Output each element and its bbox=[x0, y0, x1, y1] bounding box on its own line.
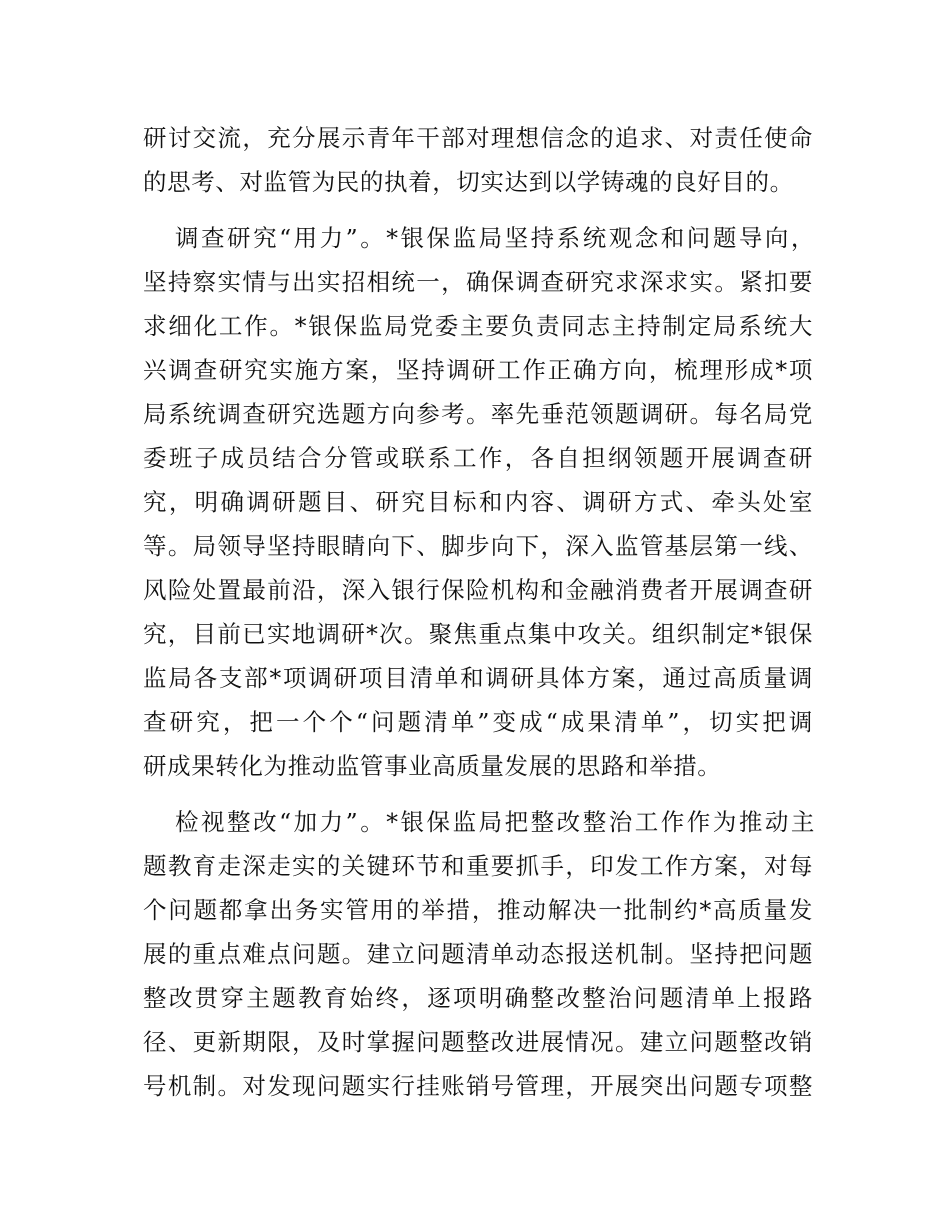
paragraph-1-line-1: 研讨交流，充分展示青年干部对理想信念的追求、对责任使命 bbox=[143, 124, 813, 152]
paragraph-2-line-7: 究，明确调研题目、研究目标和内容、调研方式、牵头处室 bbox=[143, 488, 813, 516]
paragraph-2-line-9: 风险处置最前沿，深入银行保险机构和金融消费者开展调查研 bbox=[143, 576, 813, 604]
paragraph-2-line-13: 研成果转化为推动监管事业高质量发展的思路和举措。 bbox=[143, 752, 722, 780]
paragraph-2-line-3: 求细化工作。*银保监局党委主要负责同志主持制定局系统大 bbox=[143, 312, 813, 340]
paragraph-1-line-2: 的思考、对监管为民的执着，切实达到以学铸魂的良好目的。 bbox=[143, 168, 794, 196]
paragraph-2-line-2: 坚持察实情与出实招相统一，确保调查研究求深求实。紧扣要 bbox=[143, 268, 813, 296]
paragraph-2-line-1: 调查研究“用力”。*银保监局坚持系统观念和问题导向， bbox=[175, 224, 815, 252]
paragraph-3-line-3: 个问题都拿出务实管用的举措，推动解决一批制约*高质量发 bbox=[143, 896, 813, 924]
paragraph-3-line-2: 题教育走深走实的关键环节和重要抓手，印发工作方案，对每 bbox=[143, 852, 813, 880]
paragraph-3-line-7: 号机制。对发现问题实行挂账销号管理，开展突出问题专项整 bbox=[143, 1072, 813, 1100]
paragraph-3-line-6: 径、更新期限，及时掌握问题整改进展情况。建立问题整改销 bbox=[143, 1028, 813, 1056]
paragraph-2-line-10: 究，目前已实地调研*次。聚焦重点集中攻关。组织制定*银保 bbox=[143, 620, 813, 648]
paragraph-3-line-4: 展的重点难点问题。建立问题清单动态报送机制。坚持把问题 bbox=[143, 940, 813, 968]
paragraph-2-line-8: 等。局领导坚持眼睛向下、脚步向下，深入监管基层第一线、 bbox=[143, 532, 813, 560]
paragraph-2-line-5: 局系统调查研究选题方向参考。率先垂范领题调研。每名局党 bbox=[143, 400, 813, 428]
paragraph-2-line-12: 查研究，把一个个“问题清单”变成“成果清单”，切实把调 bbox=[143, 708, 813, 736]
paragraph-2-line-4: 兴调查研究实施方案，坚持调研工作正确方向，梳理形成*项 bbox=[143, 356, 813, 384]
paragraph-3-line-5: 整改贯穿主题教育始终，逐项明确整改整治问题清单上报路 bbox=[143, 984, 813, 1012]
paragraph-2-line-6: 委班子成员结合分管或联系工作，各自担纲领题开展调查研 bbox=[143, 444, 813, 472]
paragraph-2-line-11: 监局各支部*项调研项目清单和调研具体方案，通过高质量调 bbox=[143, 664, 813, 692]
paragraph-3-line-1: 检视整改“加力”。*银保监局把整改整治工作作为推动主 bbox=[175, 808, 815, 836]
